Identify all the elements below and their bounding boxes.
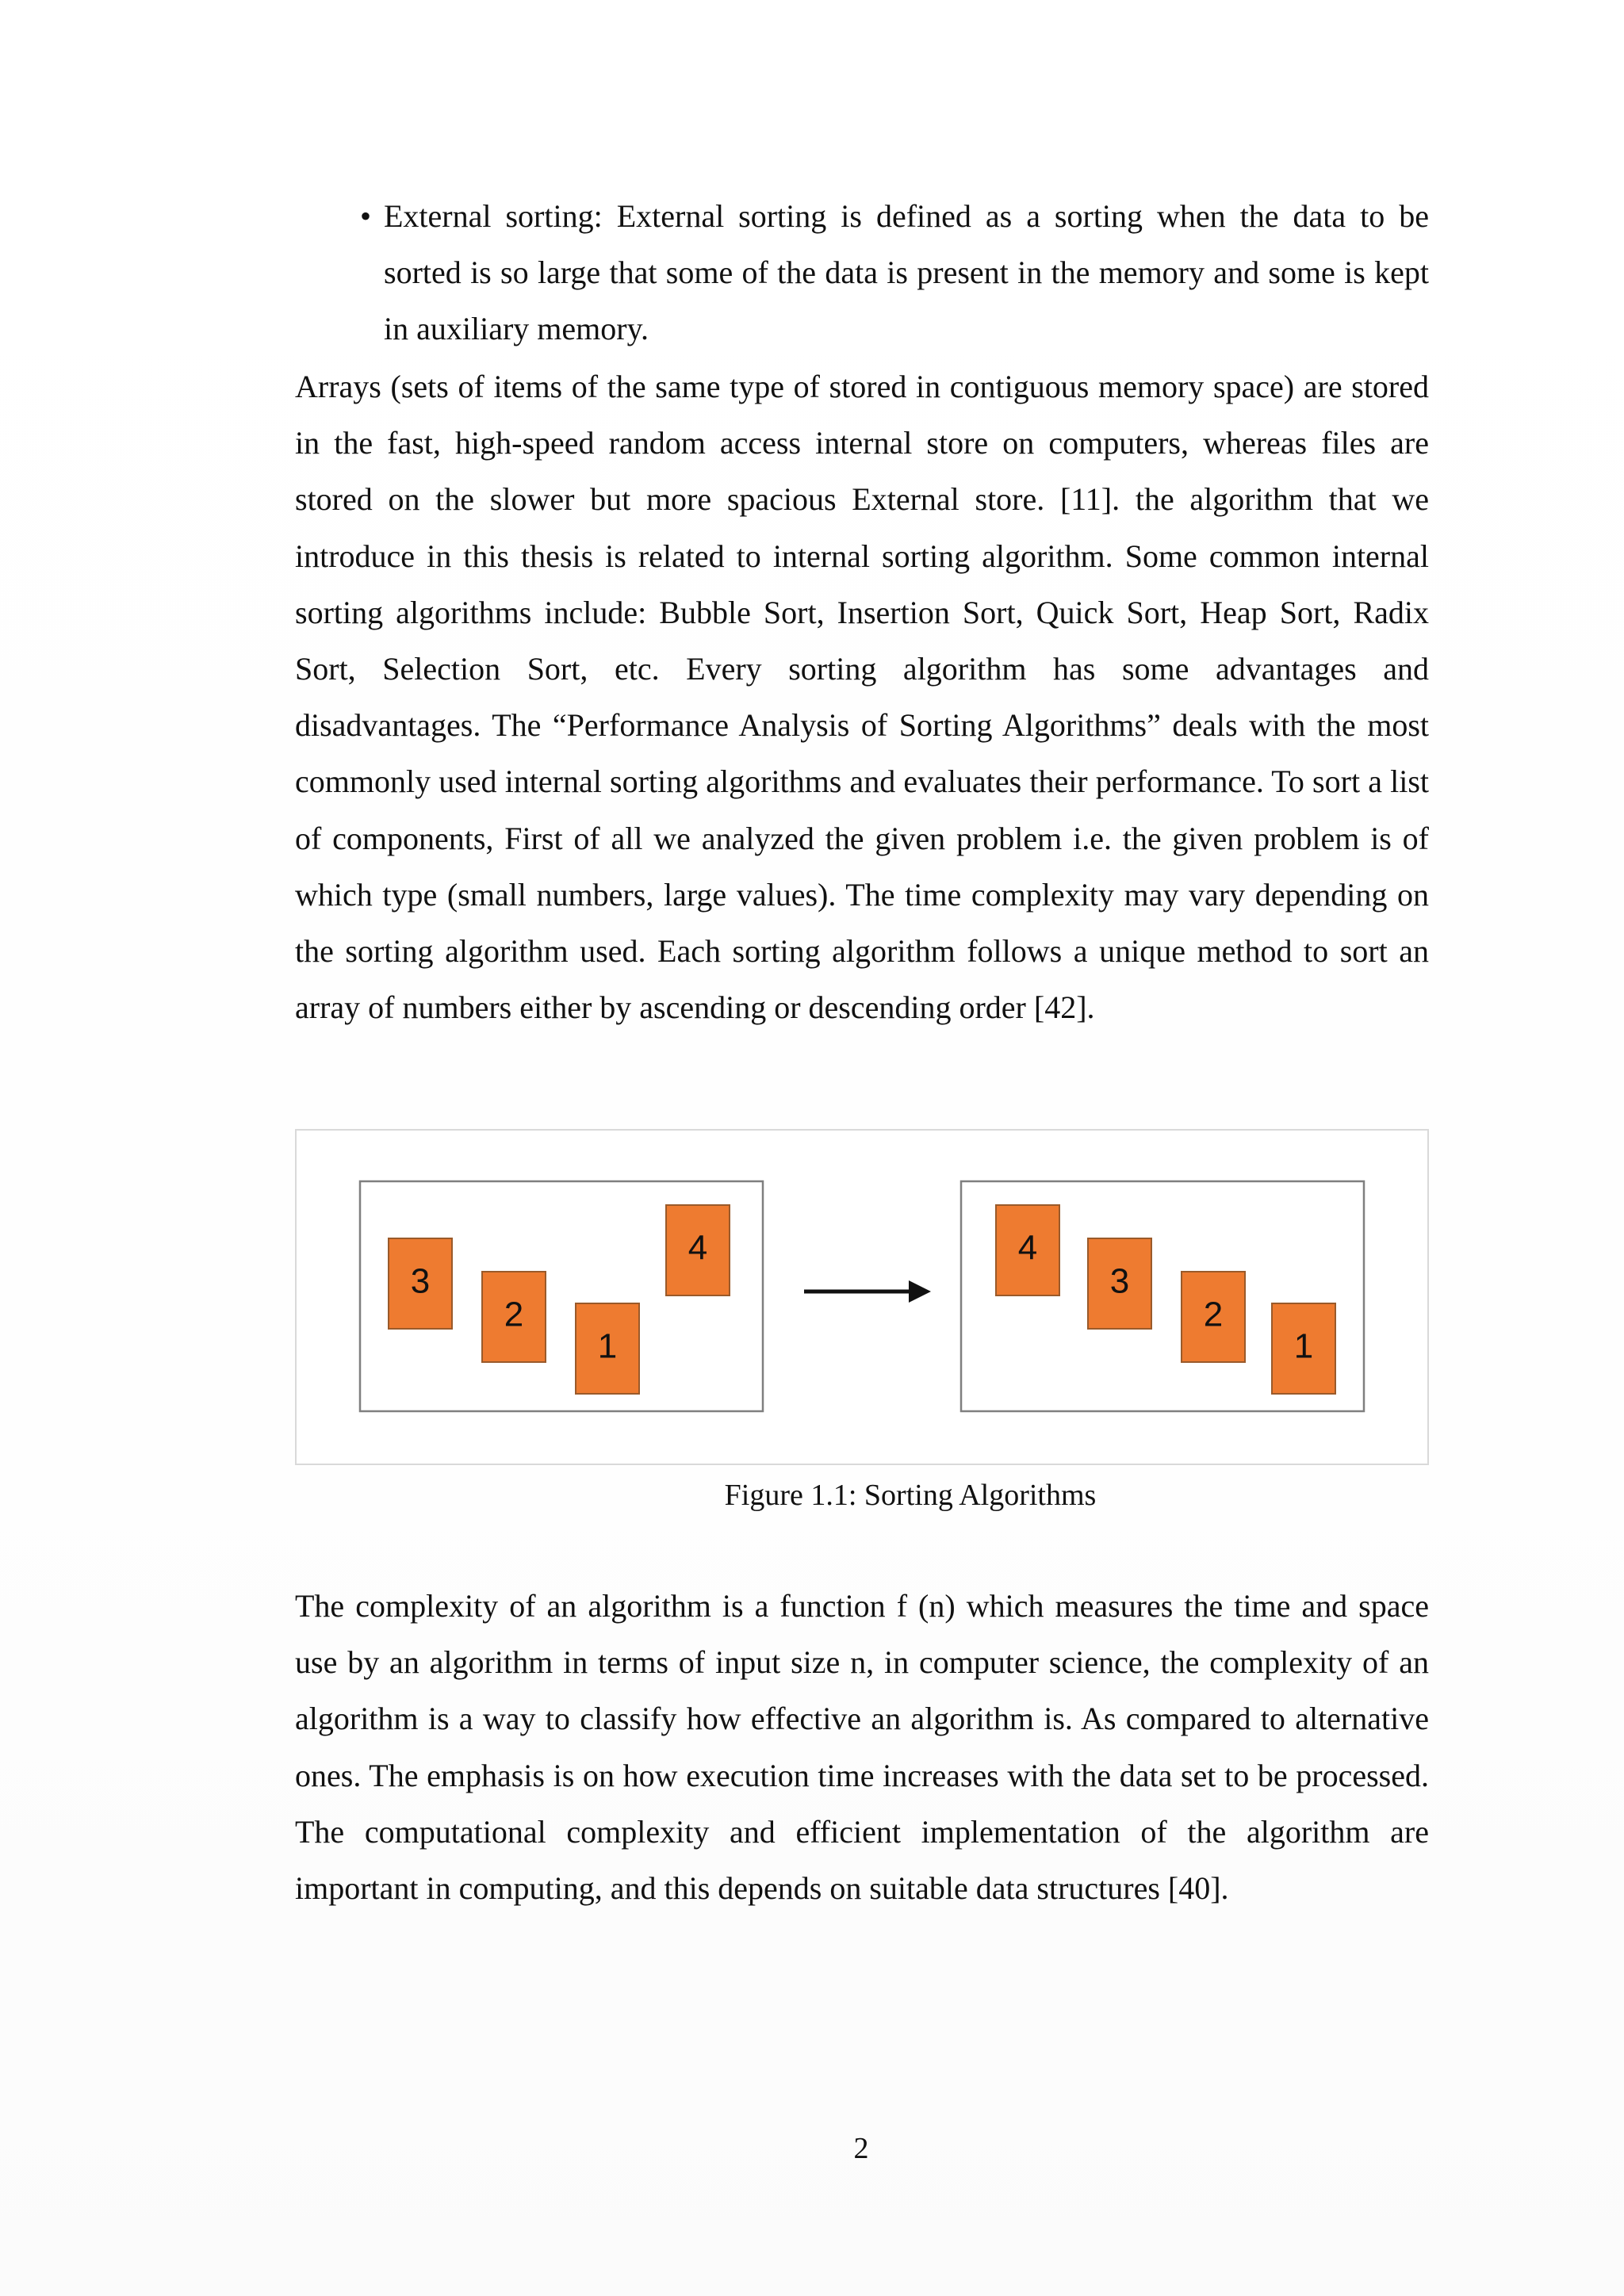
unsorted-item — [666, 1205, 730, 1295]
arrow-head-icon — [909, 1280, 931, 1303]
body-paragraph-1: Arrays (sets of items of the same type of stored in contiguous memory space) are stored in the fast, high-speed random access internal store on computers, whereas files are stored on the slower but more spacious External store. [11]. the algorithm that we introduce in this thesis is related to internal sorting algorithm. Some common internal sorting algorithms include: Bubble Sort, Insertion Sort, Quick Sort, Heap Sort, Radix Sort, Selection Sort, etc. Every sorting algorithm has some advantages and disadvantages. The “Performance Analysis of Sorting Algorithms” deals with the most commonly used internal sorting algorithms and evaluates their performance. To sort a list of components, First of all we analyzed the given problem i.e. the given problem is of which type (small numbers, large values). The time complexity may vary depending on the sorting algorithm used. Each sorting algorithm follows a unique method to sort an array of numbers either by ascending or descending order [42]. — [295, 369, 1429, 1026]
item-label: 4 — [1017, 1228, 1038, 1268]
unsorted-item — [482, 1272, 546, 1362]
item-label: 2 — [504, 1295, 524, 1334]
unsorted-item — [576, 1303, 639, 1394]
item-label: 3 — [1109, 1261, 1130, 1301]
bullet-item — [360, 188, 1429, 358]
item-label: 3 — [410, 1261, 431, 1301]
figure-caption: Figure 1.1: Sorting Algorithms — [724, 1479, 1097, 1512]
sorted-item — [996, 1205, 1059, 1295]
body-paragraph-2: The complexity of an algorithm is a function f (n) which measures the time and space use by an algorithm in terms of input size n, in computer science, the complexity of an algorithm is a way to classify how effective an algorithm is. As compared to alternative ones. The emphasis is on how execution time increases with the data set to be processed. The computational complexity and efficient implementation of the algorithm are important in computing, and this depends on suitable data structures [40]. — [295, 1588, 1429, 1907]
sorted-item — [1272, 1303, 1335, 1394]
item-label: 4 — [688, 1228, 708, 1268]
bullet-text: External sorting: External sorting is defined as a sorting when the data to be sorted is so large that some of the data is present in the memory and some is kept in auxiliary memory. — [384, 198, 1429, 347]
page-number: 2 — [853, 2132, 869, 2165]
unsorted-item — [389, 1238, 452, 1329]
item-label: 1 — [1293, 1326, 1314, 1366]
item-label: 1 — [597, 1326, 618, 1366]
sorting-figure — [297, 1131, 1427, 1464]
sorted-item — [1088, 1238, 1151, 1329]
sorted-item — [1182, 1272, 1245, 1362]
item-label: 2 — [1203, 1295, 1224, 1334]
figure-frame — [295, 1129, 1429, 1465]
bullet-symbol: • — [360, 198, 372, 234]
